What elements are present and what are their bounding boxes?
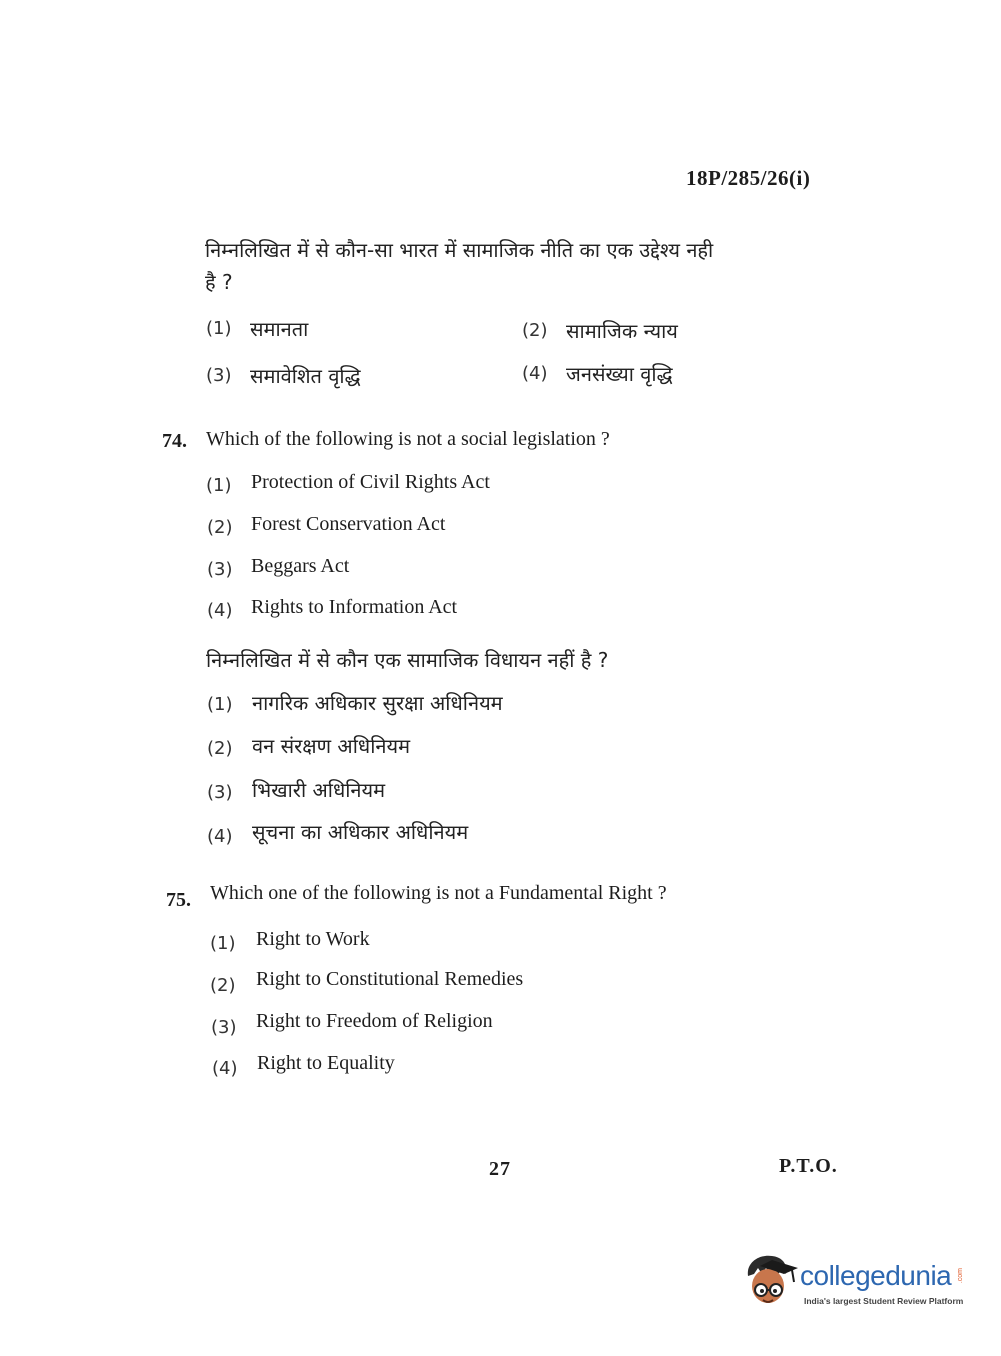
page-number: 27 [489, 1158, 511, 1180]
q74-option-1-text: Protection of Civil Rights Act [251, 471, 490, 493]
brand-tagline: India's largest Student Review Platform [804, 1296, 964, 1306]
student-mascot-icon [742, 1252, 800, 1310]
q75-question: Which one of the following is not a Fundamental Right ? [210, 882, 667, 904]
q74-hindi-option-3-text: भिखारी अधिनियम [252, 778, 386, 802]
q74-hindi-option-3-num: (3) [207, 782, 233, 803]
q74-hindi-option-4-text: सूचना का अधिकार अधिनियम [252, 820, 469, 844]
q74-hindi-option-2-text: वन संरक्षण अधिनियम [252, 734, 411, 758]
q75-option-4-num: (4) [212, 1058, 238, 1079]
q75-number: 75. [166, 889, 191, 911]
q73-option-2-num: (2) [522, 320, 548, 341]
q74-option-3-text: Beggars Act [251, 555, 350, 577]
q74-option-4-text: Rights to Information Act [251, 596, 458, 618]
q75-option-4-text: Right to Equality [257, 1052, 395, 1074]
q74-question: Which of the following is not a social legislation ? [206, 428, 610, 450]
q73-option-3-num: (3) [206, 365, 232, 386]
q74-hindi-option-4-num: (4) [207, 826, 233, 847]
q73-option-4-num: (4) [522, 363, 548, 384]
q74-option-1-num: (1) [206, 475, 232, 496]
brand-name: collegedunia [800, 1260, 952, 1291]
q74-hindi-option-2-num: (2) [207, 738, 233, 759]
q75-option-3-num: (3) [211, 1017, 237, 1038]
q75-option-1-num: (1) [210, 933, 236, 954]
q74-option-2-text: Forest Conservation Act [251, 513, 446, 535]
q74-hindi-option-1-text: नागरिक अधिकार सुरक्षा अधिनियम [252, 691, 503, 715]
q75-option-1-text: Right to Work [256, 928, 370, 950]
q73-option-1-text: समानता [250, 317, 309, 341]
q74-hindi-question: निम्नलिखित में से कौन एक सामाजिक विधायन नहीं है ? [206, 648, 609, 672]
q73-option-4-text: जनसंख्या वृद्धि [566, 362, 673, 386]
q75-option-2-text: Right to Constitutional Remedies [256, 968, 524, 990]
q73-hindi-question-line1: निम्नलिखित में से कौन-सा भारत में सामाजिक नीति का एक उद्देश्य नही [205, 238, 714, 262]
q74-option-3-num: (3) [207, 559, 233, 580]
q74-hindi-option-1-num: (1) [207, 694, 233, 715]
q74-option-4-num: (4) [207, 600, 233, 621]
q73-option-1-num: (1) [206, 318, 232, 339]
q73-option-3-text: समावेशित वृद्धि [250, 364, 361, 388]
q73-hindi-question-line2: है ? [205, 270, 233, 294]
brand-suffix: .com [957, 1268, 964, 1284]
q75-option-2-num: (2) [210, 975, 236, 996]
q74-option-2-num: (2) [207, 517, 233, 538]
pto-label: P.T.O. [779, 1155, 838, 1177]
q75-option-3-text: Right to Freedom of Religion [256, 1010, 493, 1032]
q73-option-2-text: सामाजिक न्याय [566, 319, 678, 343]
paper-code: 18P/285/26(i) [686, 166, 811, 190]
collegedunia-watermark [742, 1252, 974, 1312]
q74-number: 74. [162, 430, 187, 452]
